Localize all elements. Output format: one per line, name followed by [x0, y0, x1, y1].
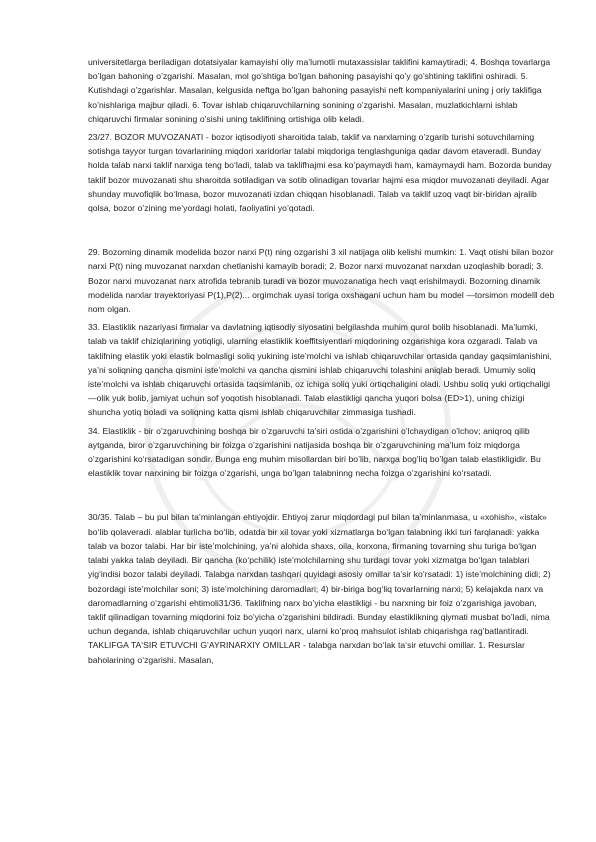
section-spacer	[88, 484, 556, 510]
paragraph-1: universitetlarga beriladigan dotatsiyalar kamayishi oliy ma’lumotli mutaxassislar taklifini kamaytiradi; 4. Boshqa tovarlarga bo’lgan bahoning o’zgarishi. Masalan, mol go’shtiga bo’lgan bahoning pasayishi qo’y go’shtining taklifini oshiradi. 5. Kutishdagi o’zgarishlar. Masalan, kelgusida neftga bo’lgan bahoning pasayishi neft kompaniyalarini uning j oriy taklifiga ko’nishlariga majbur qiladi. 6. Tovar ishlab chiqaruvchilarning sonining o’zgarishi. Masalan, muzlatkichlarni ishlab chiqaruvchi firmalar sonining o’sishi uning taklifining ortishiga olib keladi.	[88, 57, 551, 124]
paragraph-2: 23/27. BOZOR MUVOZANATI - bozor iqtisodiyoti sharoitida talab, taklif va narxlarning o’zgarib turishi sotuvchilarning sotishga tayyor turgan tovarlarining miqdori xaridorlar talabi miqdoriga tenglashguniga qadar davom etaveradi. Bunday holda talab narxi taklif narxiga teng bo‘ladi, talab va taklifhajmi esa ko’paymaydi ham, kamaymaydi ham. Bozorda bunday taklif bozor muvozanati shu sharoitda sotiladigan va sotib olinadigan tovarlar hajmi esa miqdor muvozanati deyiladi. Agar shunday muvofiqlik bo‘lmasa, bozor muvozanati izdan chiqqan hisoblanadi. Talab va taklif uzoq vaqt bir-biridan ajralib qolsa, bozor o’zining me’yordagi holati, faoliyatini yo’qotadi.	[88, 132, 552, 214]
paragraph-6: 30/35. Talab – bu pul bilan ta’minlangan ehtiyojdir. Ehtiyoj zarur miqdordagi pul bilan ta’minlanmasa, u «xohish», «istak» bo‘lib qolaveradi. alablar turlicha bo‘lib, odatda bir xil tovar yoki xizmatlarga bo‘lgan talabning ikki turi farqlanadi: yakka talab va bozor talabi. Har bir iste’molchining, ya’ni alohida shaxs, oila, korxona, firmaning tovarning shu turiga bo‘lgan talabi yakka talab deyiladi. Bir qancha (ko‘pchilik) iste’molchilarning shu turdagi tovar yoki xizmatga bo‘lgan talablari yig‘indisi bozor talabi deyiladi. Talabga narxdan tashqari quyidagi asosiy omillar ta’sir ko‘rsatadi: 1) iste’molchining didi; 2) bozordagi iste’molchilar soni; 3) iste’molchining daromadlari; 4) bir-biriga bog‘liq tovarlarning narxi; 5) kelajakda narx va daromadlarning o‘zgarishi ehtimoli31/36. Taklifning narx bo’yicha elastikligi - bu narxning bir foiz o’zgarishiga javoban, taklif qilinadigan tovarning miqdorini foiz bo’yicha o’zgarishini bildiradi. Bunday elastiklikning qiymati musbat bo’ladi, nima uchun deganda, ishlab chiqaruvchilar uchun yuqori narx, ularni ko’proq mahsulot ishlab chiqarishga rag’batlantiradi. TAKLIFGA TA‘SIR ETUVCHI G‘AYRINARXIY OMILLAR - talabga narxdan bo‘lak ta‘sir etuvchi omillar. 1. Resurslar baholarining o‘zgarishi. Masalan,	[88, 512, 551, 665]
paragraph-4: 33. Elastiklik nazariyasi firmalar va davlatning iqtisodiy siyosatini belgilashda muhim qurol bolib hisoblanadi. Ma’lumki, talab va taklif chiziqlarining yotiqligi, ularning elastiklik koeffitsiyentlari miqdorining ozgarishiga kora ozgaradi. Talab va taklifning elastik yoki elastik bolmasligi soliq yukining iste’molchi va ishlab chiqaruvchilar ortasida qanday gaqsimlanishini, ya’ni soliqning qancha qismini iste’molchi va qancha qismini ishlab chiqaruvchi tolashini aniqlab beradi. Umumiy soliq iste’molchi va ishlab chiqaruvchi ortasida taqsimlanib, oz ichiga soliq yuki ortiqchaligini oladi. Ushbu soliq yuki ortiqchaligi —olik yuk bolib, jamiyat uchun sof yoqotish hisoblanadi. Talab elastikligi qancha yuqori bolsa (ED>1), uning chizigi shuncha yotiq boladi va soliqning katta qismi ishlab chiqaruvchilar zimmasiga tushadi.	[88, 322, 552, 418]
paragraph-5: 34. Elastiklik - bir o’zgaruvchining boshqa bir o’zgaruvchi ta’siri ostida o’zgarishini o’lchaydigan o’lchov; aniqroq qilib aytganda, biror o’zgaruvchining bir foizga o’zgarishini natijasida boshqa bir o’zgaruvchining ma’lum foiz miqdorga o’zgarishini ko‘rsatadigan sondir. Bunga eng muhim misollardan biri bo’lib, narxga bog’liq bo’lgan talab elastikligidir. Bu elastiklik tovar narxining bir foizga o’zgarishi, unga bo’lgan talabninng necha foizga o’zgarishini ko‘rsatadi.	[88, 425, 541, 479]
document-body	[88, 55, 556, 671]
section-spacer	[88, 219, 556, 245]
paragraph-3: 29. Bozorning dinamik modelida bozor narxi P(t) ning ozgarishi 3 xil natijaga olib kelishi mumkin: 1. Vaqt otishi bilan bozor narxi P(t) ning muvozanat narxdan chetlanishi kamayib boradi; 2. Bozor narxi muvozanat narxdan uzoqlashib boradi; 3. Bozor narxi muvozanat narx atrofida tebranib turadi va bozor muvozanatiga hech vaqt erishilmaydi. Bozorning dinamik modelida narxlar trayektoriyasi P(1),P(2)... orgimchak uyasi toriga oxshagani uchun ham bu model —torsimon model‖ deb nom olgan.	[88, 247, 555, 315]
